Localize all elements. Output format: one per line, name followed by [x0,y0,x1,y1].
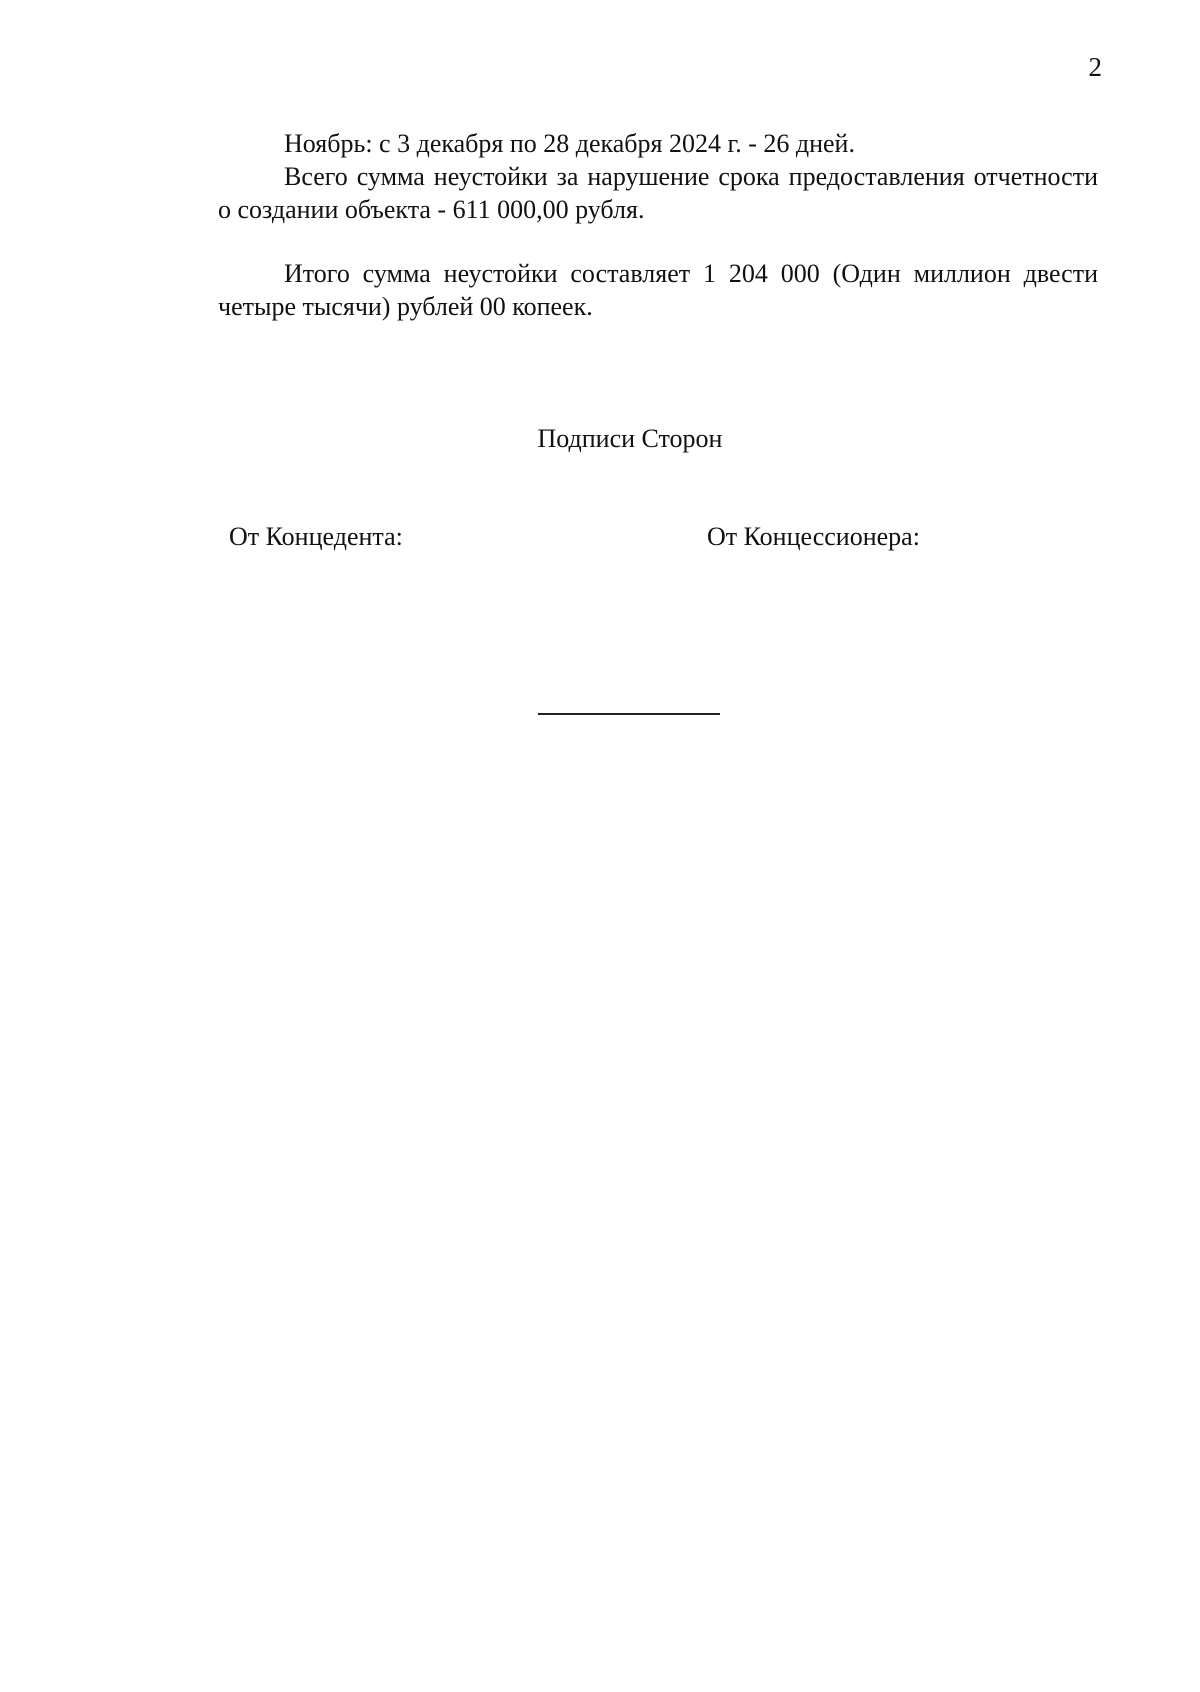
document-end-rule [538,713,720,715]
page-number: 2 [1088,52,1102,82]
paragraph-penalty-total: Итого сумма неустойки составляет 1 204 000 (Один миллион двести четыре тысячи) рублей 00 копеек. [218,259,1098,321]
signatures-heading: Подписи Сторон [537,424,723,453]
paragraph-november-period: Ноябрь: с 3 декабря по 28 декабря 2024 г. - 26 дней. [284,129,855,158]
signature-party-grantor: От Концедента: [229,522,403,551]
paragraph-penalty-reporting: Всего сумма неустойки за нарушение срока предоставления отчетности о создании объекта - 611 000,00 рубля. [218,162,1098,224]
signature-party-concessionaire: От Концессионера: [707,522,920,551]
